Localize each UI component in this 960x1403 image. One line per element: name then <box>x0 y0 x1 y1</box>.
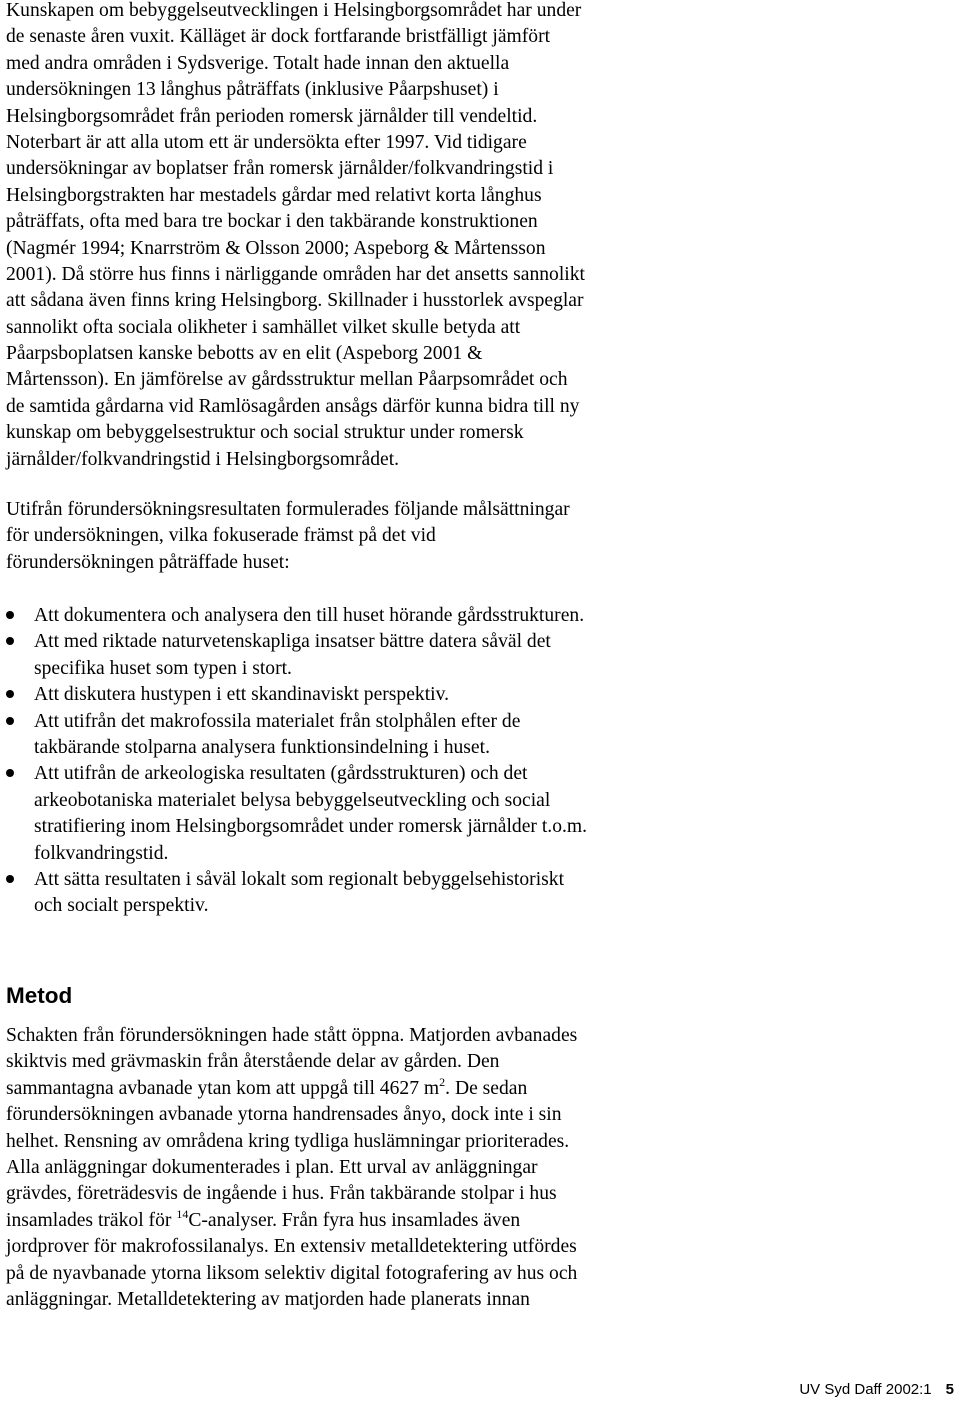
bullet-icon <box>6 611 14 619</box>
bullet-icon <box>6 875 14 883</box>
text-line: anläggningar. Metalldetektering av matjorden hade planerats innan <box>6 1288 530 1310</box>
text-line: specifika huset som typen i stort. <box>34 657 292 679</box>
text-line: Att sätta resultaten i såväl lokalt som regionalt bebyggelsehistoriskt <box>34 868 565 890</box>
text-line: Att utifrån de arkeologiska resultaten (gårdsstrukturen) och det <box>34 763 528 785</box>
paragraph-method <box>6 1023 577 1313</box>
text-line: de senaste åren vuxit. Källäget är dock fortfarande bristfälligt jämfört <box>6 26 551 48</box>
text-line <box>6 1076 577 1102</box>
text-line: Att diskutera hustypen i ett skandinaviskt perspektiv. <box>34 684 450 706</box>
text-line: Noterbart är att alla utom ett är undersökta efter 1997. Vid tidigare <box>6 131 527 153</box>
text-line: stratifiering inom Helsingborgsområdet under romersk järnålder t.o.m. <box>34 816 588 838</box>
text-line: Utifrån förundersökningsresultaten formulerades följande målsättningar <box>6 499 570 520</box>
text-line: takbärande stolparna analysera funktionsindelning i huset. <box>34 736 490 758</box>
text-line: sannolikt ofta sociala olikheter i samhället vilket skulle betyda att <box>6 316 521 338</box>
page-number: 5 <box>945 1381 954 1398</box>
section-heading: Metod <box>6 983 73 1008</box>
bullet-icon <box>6 769 14 777</box>
text-line: helhet. Rensning av områdena kring tydliga huslämningar prioriterades. <box>6 1130 570 1152</box>
text-line: järnålder/folkvandringstid i Helsingborgsområdet. <box>6 448 400 470</box>
text-fragment: . De sedan <box>445 1077 528 1099</box>
text-line: Helsingborgsområdet från perioden romersk järnålder till vendeltid. <box>6 105 538 127</box>
text-line: undersökningar av boplatser från romersk järnålder/folkvandringstid i <box>6 158 554 180</box>
text-line: jordprover för makrofossilanalys. En extensiv metalldetektering utfördes <box>6 1236 577 1258</box>
superscript: 14 <box>176 1206 189 1221</box>
paragraph-objectives-intro <box>6 497 570 576</box>
bullet-icon <box>6 690 14 698</box>
text-line: Mårtensson). En jämförelse av gårdsstruktur mellan Påarpsområdet och <box>6 369 568 391</box>
text-line: på de nyavbanade ytorna liksom selektiv digital fotografering av hus och <box>6 1262 578 1284</box>
list-item <box>6 603 587 629</box>
text-line: Helsingborgstrakten har mestadels gårdar med relativt korta långhus <box>6 184 542 206</box>
text-fragment: insamlades träkol för <box>6 1209 177 1231</box>
text-fragment: C-analyser. Från fyra hus insamlades även <box>188 1209 521 1231</box>
text-line: Alla anläggningar dokumenterades i plan. Ett urval av anläggningar <box>6 1156 538 1178</box>
text-line: med andra områden i Sydsverige. Totalt hade innan den aktuella <box>6 52 510 74</box>
text-line: grävdes, företrädesvis de ingående i hus. Från takbärande stolpar i hus <box>6 1183 557 1205</box>
text-line: förundersökningen avbanade ytorna handrensades ånyo, dock inte i sin <box>6 1104 562 1126</box>
page-footer <box>799 1380 954 1400</box>
text-line: arkeobotaniska materialet belysa bebyggelseutveckling och social <box>34 789 551 811</box>
text-line: Schakten från förundersökningen hade stått öppna. Matjorden avbanades <box>6 1025 578 1046</box>
text-line: Att utifrån det makrofossila materialet från stolphålen efter de <box>34 710 521 732</box>
text-line: skiktvis med grävmaskin från återstående delar av gården. Den <box>6 1051 500 1073</box>
paragraph-background <box>6 0 585 473</box>
text-line: kunskap om bebyggelsestruktur och social struktur under romersk <box>6 422 524 444</box>
list-item <box>6 682 587 708</box>
list-item <box>6 709 587 762</box>
superscript: 2 <box>439 1074 446 1089</box>
text-line: Att dokumentera och analysera den till huset hörande gårdsstrukturen. <box>34 605 585 626</box>
text-line: och socialt perspektiv. <box>34 895 209 917</box>
text-line: 2001). Då större hus finns i närliggande områden har det ansetts sannolikt <box>6 263 585 285</box>
publication-label: UV Syd Daff 2002:1 <box>799 1381 932 1398</box>
text-line: för undersökningen, vilka fokuserade främst på det vid <box>6 525 436 547</box>
text-fragment: sammantagna avbanade ytan kom att uppgå till 4627 m <box>6 1077 440 1099</box>
list-item <box>6 867 587 920</box>
text-line: undersökningen 13 långhus påträffats (inklusive Påarpshuset) i <box>6 79 499 101</box>
objectives-list <box>6 603 587 920</box>
text-line: att sådana även finns kring Helsingborg. Skillnader i husstorlek avspeglar <box>6 290 584 312</box>
bullet-icon <box>6 717 14 725</box>
text-line: de samtida gårdarna vid Ramlösagården ansågs därför kunna bidra till ny <box>6 395 580 417</box>
text-line: (Nagmér 1994; Knarrström & Olsson 2000; Aspeborg & Mårtensson <box>6 237 546 259</box>
text-line <box>6 1208 577 1234</box>
text-line: Påarpsboplatsen kanske bebotts av en elit (Aspeborg 2001 & <box>6 343 483 365</box>
text-line: Att med riktade naturvetenskapliga insatser bättre datera såväl det <box>34 631 551 653</box>
list-item <box>6 761 587 867</box>
bullet-icon <box>6 637 14 645</box>
text-line: förundersökningen påträffade huset: <box>6 551 290 573</box>
list-item <box>6 629 587 682</box>
text-line: folkvandringstid. <box>34 842 169 864</box>
text-line: Kunskapen om bebyggelseutvecklingen i Helsingborgsområdet har under <box>6 0 582 21</box>
text-line: påträffats, ofta med bara tre bockar i den takbärande konstruktionen <box>6 211 538 233</box>
